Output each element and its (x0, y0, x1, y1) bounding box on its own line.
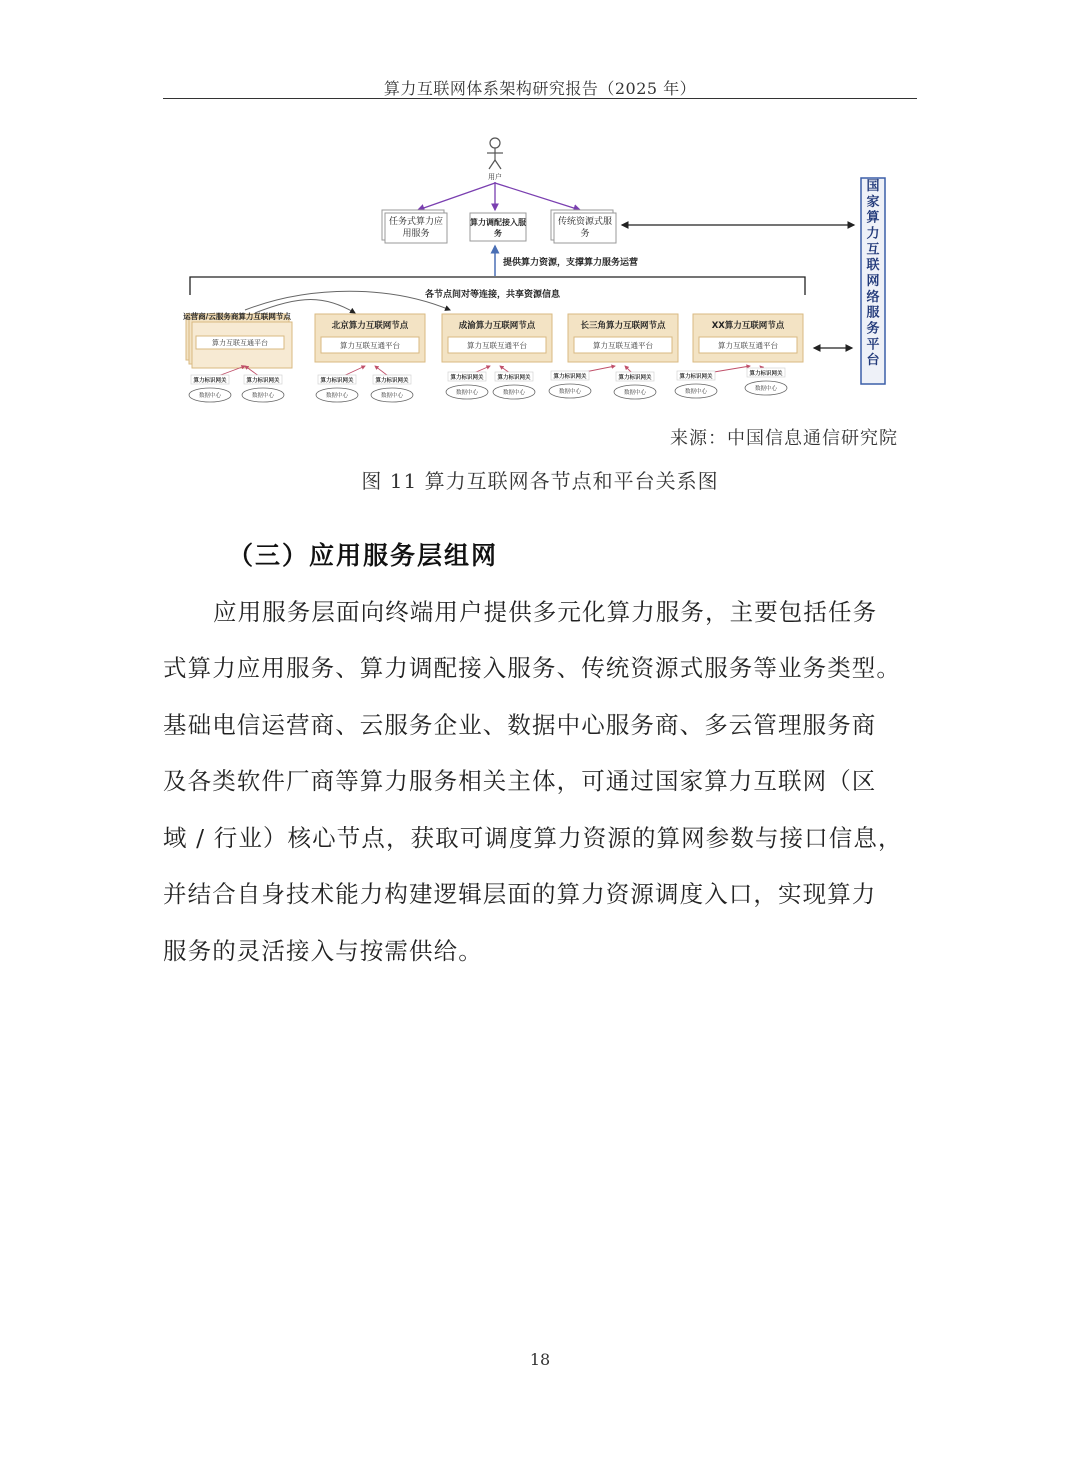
gateway-label: 算力标识网关 (450, 375, 484, 381)
gateway-label: 算力标识网关 (320, 378, 354, 384)
support-label: 提供算力资源，支撑算力服务运营 (503, 258, 639, 268)
gateway-label: 算力标识网关 (375, 378, 409, 384)
gateway-datacenter (371, 366, 413, 402)
operator-node (182, 312, 292, 368)
architecture-diagram (160, 130, 920, 420)
node-title: 长三角算力互联网节点 (580, 321, 666, 331)
national-platform (861, 178, 885, 384)
gateway-datacenter (242, 366, 284, 402)
user-label: 用户 (488, 173, 502, 181)
figure-source: 来源：中国信息通信研究院 (670, 428, 898, 449)
gateway-label: 算力标识网关 (553, 374, 587, 380)
gateway-label: 算力标识网关 (679, 374, 713, 380)
node-platform: 算力互联互通平台 (340, 341, 400, 350)
datacenter-label: 数据中心 (380, 393, 404, 399)
node-title: XX算力互联网节点 (711, 321, 785, 331)
datacenter-label: 数据中心 (623, 390, 647, 396)
region-node (442, 314, 552, 362)
region-node (693, 314, 803, 362)
gateway-datacenter (189, 366, 245, 402)
page-number: 18 (529, 1350, 551, 1369)
region-node (315, 314, 425, 362)
datacenter-label: 数据中心 (455, 390, 479, 396)
body-line: 式算力应用服务、算力调配接入服务、传统资源式服务等业务类型。 (163, 654, 901, 682)
node-platform: 算力互联互通平台 (212, 339, 268, 347)
datacenter-label: 数据中心 (251, 393, 275, 399)
node-platform: 算力互联互通平台 (467, 341, 527, 350)
datacenter-label: 数据中心 (502, 390, 526, 396)
body-line: 及各类软件厂商等算力服务相关主体，可通过国家算力互联网（区 (163, 767, 877, 795)
datacenter-label: 数据中心 (558, 389, 582, 395)
user-icon (487, 138, 503, 169)
body-line: 域 / 行业）核心节点，获取可调度算力资源的算网参数与接口信息， (163, 824, 903, 852)
node-platform: 算力互联互通平台 (593, 341, 653, 350)
gateway-label: 算力标识网关 (193, 378, 227, 384)
datacenter-label: 数据中心 (754, 386, 778, 392)
peer-label: 各节点间对等连接，共享资源信息 (425, 290, 561, 300)
gateway-datacenter (446, 366, 490, 399)
gateway-datacenter (614, 366, 656, 399)
body-line: 并结合自身技术能力构建逻辑层面的算力资源调度入口，实现算力 (163, 880, 877, 908)
body-line: 基础电信运营商、云服务企业、数据中心服务商、多云管理服务商 (163, 711, 877, 739)
section-heading: （三）应用服务层组网 (228, 541, 499, 570)
gateway-datacenter (316, 366, 365, 402)
service-box-traditional (551, 210, 616, 243)
datacenter-label: 数据中心 (325, 393, 349, 399)
service-box-dispatch (470, 213, 526, 242)
node-title: 成渝算力互联网节点 (458, 321, 536, 331)
body-line: 服务的灵活接入与按需供给。 (163, 937, 483, 965)
gateway-datacenter (745, 366, 787, 395)
gateway-datacenter (493, 366, 535, 399)
gateway-label: 算力标识网关 (749, 371, 783, 377)
service-label: 传统资源式服务 (557, 217, 612, 239)
service-box-task (382, 210, 447, 243)
gateway-label: 算力标识网关 (246, 378, 280, 384)
gateway-datacenter (675, 366, 750, 398)
node-title: 运营商/云服务商算力互联网节点 (183, 312, 291, 321)
service-label: 任务式算力应用服务 (388, 217, 443, 239)
node-title: 北京算力互联网节点 (331, 321, 409, 331)
service-label: 算力调配接入服务 (470, 218, 526, 238)
header-rule (163, 98, 917, 99)
body-line: 应用服务层面向终端用户提供多元化算力服务，主要包括任务 (213, 598, 878, 626)
node-platform: 算力互联互通平台 (718, 341, 778, 350)
figure-caption: 图 11 算力互联网各节点和平台关系图 (361, 469, 719, 493)
datacenter-label: 数据中心 (198, 393, 222, 399)
datacenter-label: 数据中心 (684, 389, 708, 395)
running-header: 算力互联网体系架构研究报告（2025 年） (383, 79, 697, 98)
svg-text:国家算力互联网络服务平台: 国家算力互联网络服务平台 (866, 179, 880, 369)
region-node (568, 314, 678, 362)
gateway-label: 算力标识网关 (497, 375, 531, 381)
gateway-datacenter (549, 366, 615, 398)
gateway-label: 算力标识网关 (618, 375, 652, 381)
